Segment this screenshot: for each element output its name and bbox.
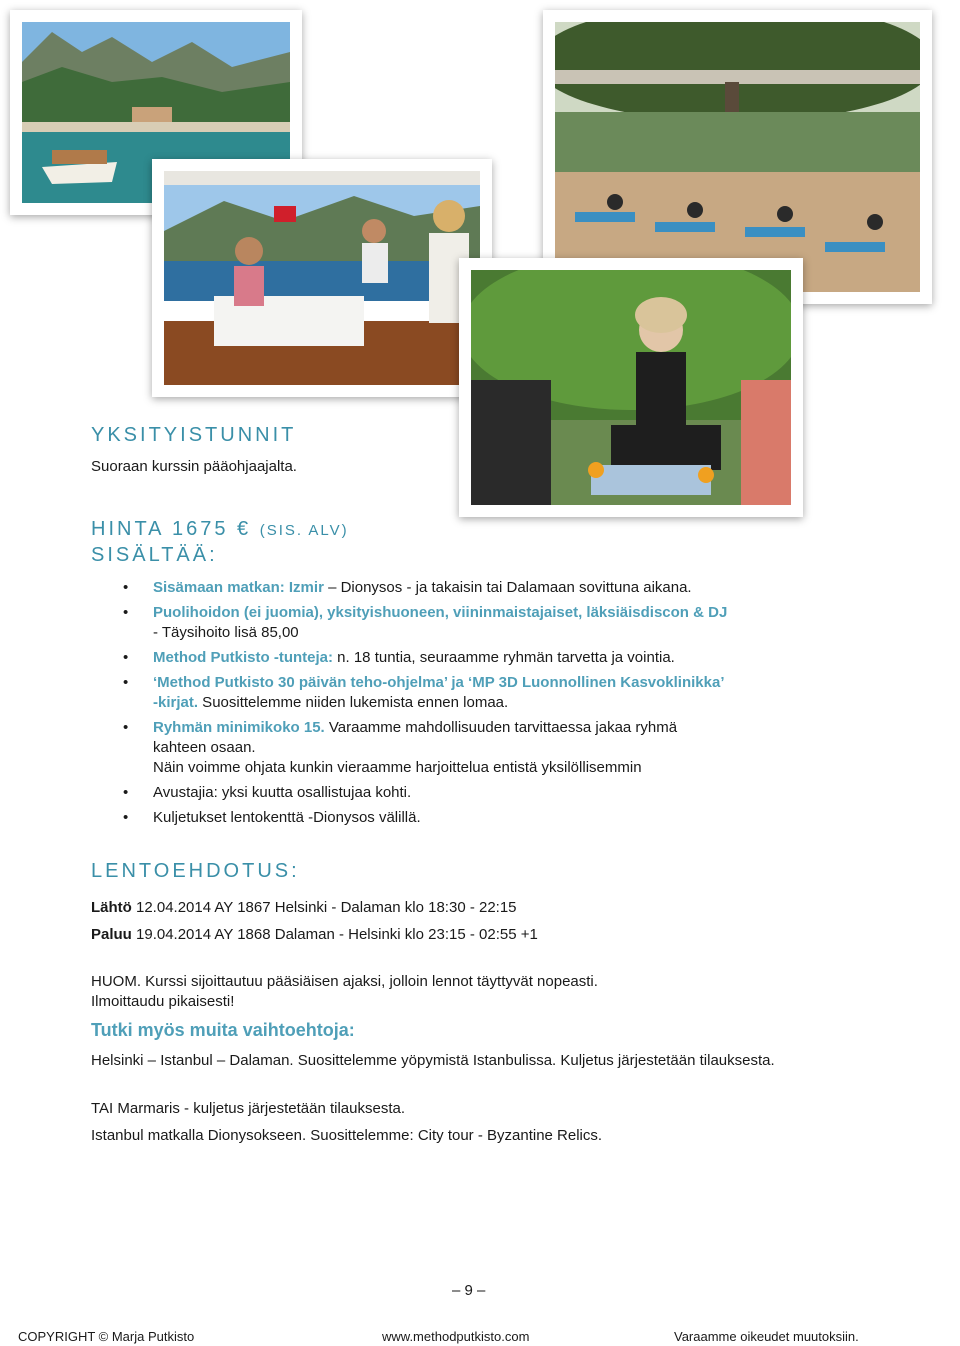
footer-disclaimer: Varaamme oikeudet muutoksiin. bbox=[674, 1329, 859, 1344]
list-item-text: Suosittelemme niiden lukemista ennen lomaa. bbox=[198, 694, 509, 711]
boat-lunch-image bbox=[164, 171, 480, 385]
private-lessons-text: Suoraan kurssin pääohjaajalta. bbox=[91, 458, 297, 475]
list-item-bold: Sisämaan matkan: Izmir bbox=[153, 579, 324, 596]
list-item bbox=[153, 808, 853, 828]
list-item bbox=[153, 578, 853, 598]
alternatives-heading: Tutki myös muita vaihtoehtoja: bbox=[91, 1020, 355, 1040]
includes-list bbox=[153, 578, 853, 833]
alternative-item-2: TAI Marmaris - kuljetus järjestetään tilauksesta. bbox=[91, 1100, 405, 1117]
price-suffix: (SIS. ALV) bbox=[259, 522, 349, 539]
return-flight bbox=[91, 926, 538, 943]
departure-flight bbox=[91, 899, 517, 916]
footer-website-link[interactable]: www.methodputkisto.com bbox=[382, 1329, 530, 1344]
list-item-text: n. 18 tuntia, seuraamme ryhmän tarvetta ja vointia. bbox=[333, 649, 675, 666]
yoga-class-image bbox=[555, 22, 920, 292]
list-item bbox=[153, 783, 853, 803]
list-item-text: kahteen osaan. bbox=[153, 739, 256, 756]
note-line-2: Ilmoittaudu pikaisesti! bbox=[91, 993, 235, 1010]
includes-heading: SISÄLTÄÄ: bbox=[91, 544, 218, 566]
list-item bbox=[153, 648, 853, 668]
return-details: 19.04.2014 AY 1868 Dalaman - Helsinki klo 23:15 - 02:55 +1 bbox=[131, 926, 538, 943]
list-item-text: Varaamme mahdollisuuden tarvittaessa jakaa ryhmä bbox=[324, 719, 678, 736]
alternative-item-3: Istanbul matkalla Dionysokseen. Suosittelemme: City tour - Byzantine Relics. bbox=[91, 1127, 603, 1144]
departure-label: Lähtö bbox=[91, 899, 132, 916]
list-item-bold: Method Putkisto -tunteja: bbox=[153, 649, 333, 666]
flights-heading: LENTOEHDOTUS: bbox=[91, 860, 300, 882]
yoga-teacher-image bbox=[471, 270, 791, 505]
price-value: HINTA 1675 € bbox=[91, 518, 252, 540]
yoga-teacher-photo bbox=[459, 258, 803, 517]
footer-copyright: COPYRIGHT © Marja Putkisto bbox=[18, 1329, 195, 1344]
list-item-text: - Täysihoito lisä 85,00 bbox=[153, 624, 299, 641]
list-item bbox=[153, 603, 853, 643]
list-item-text: Avustajia: yksi kuutta osallistujaa kohti. bbox=[153, 784, 412, 801]
list-item-bold: Ryhmän minimikoko 15. bbox=[153, 719, 325, 736]
note-line-1: HUOM. Kurssi sijoittautuu pääsiäisen ajaksi, jolloin lennot täyttyvät nopeasti. bbox=[91, 973, 598, 990]
list-item-bold: Puolihoidon (ei juomia), yksityishuoneen, viininmaistajaiset, läksiäisdiscon & DJ bbox=[153, 604, 728, 621]
list-item-text: Näin voimme ohjata kunkin vieraamme harjoittelua entistä yksilöllisemmin bbox=[153, 759, 642, 776]
alternative-item-1: Helsinki – Istanbul – Dalaman. Suosittelemme yöpymistä Istanbulissa. Kuljetus järjestetään tilauksesta. bbox=[91, 1052, 775, 1069]
list-item-text: – Dionysos - ja takaisin tai Dalamaan sovittuna aikana. bbox=[323, 579, 692, 596]
departure-details: 12.04.2014 AY 1867 Helsinki - Dalaman klo 18:30 - 22:15 bbox=[131, 899, 517, 916]
list-item-bold: -kirjat. bbox=[153, 694, 199, 711]
return-label: Paluu bbox=[91, 926, 132, 943]
list-item bbox=[153, 673, 853, 713]
private-lessons-heading: YKSITYISTUNNIT bbox=[91, 424, 297, 446]
boat-lunch-photo bbox=[152, 159, 492, 397]
list-item-bold: ‘Method Putkisto 30 päivän teho-ohjelma’ ja ‘MP 3D Luonnollinen Kasvoklinikka’ bbox=[153, 674, 725, 691]
page-number: – 9 – bbox=[452, 1282, 486, 1299]
list-item-text: Kuljetukset lentokenttä -Dionysos välillä. bbox=[153, 809, 421, 826]
list-item bbox=[153, 718, 853, 778]
price-heading bbox=[91, 518, 349, 541]
